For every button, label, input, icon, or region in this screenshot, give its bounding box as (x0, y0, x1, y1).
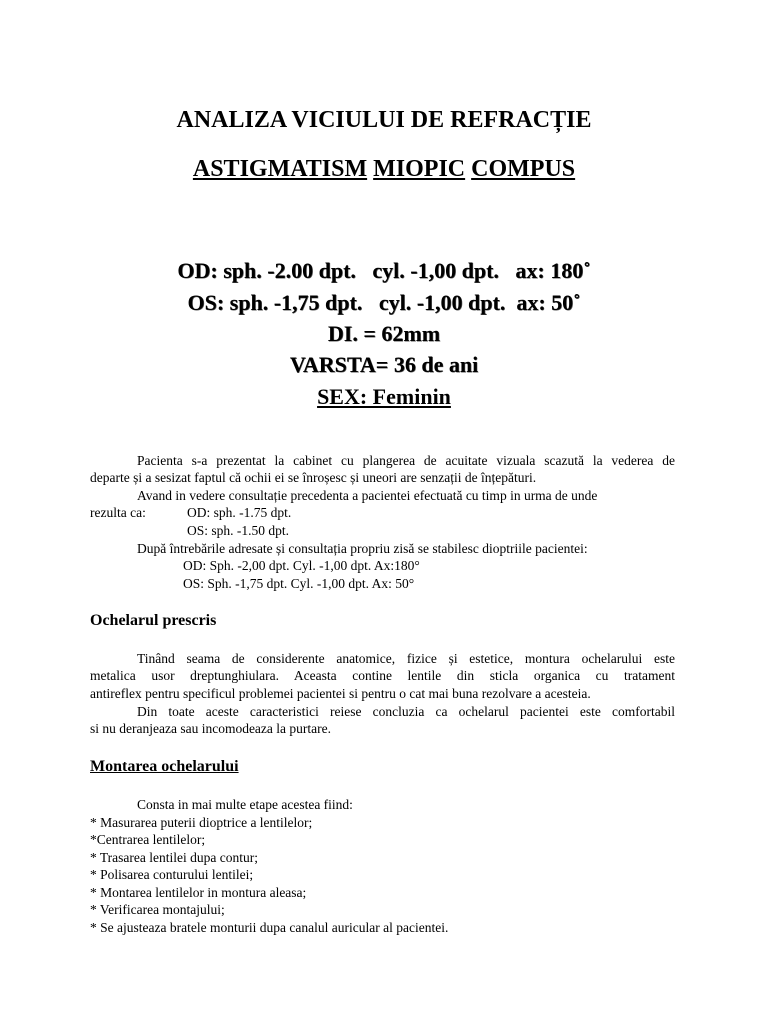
section1-line-2: metalica usor dreptunghiulara. Aceasta contine lentile din sticla organica cu tratament (90, 668, 675, 683)
intro-paragraph-3: După întrebările adresate și consultația propriu zisă se stabilesc dioptriile pacientei: (137, 541, 588, 556)
section2-intro: Consta in mai multe etape acestea fiind: (137, 797, 353, 812)
section1-line-3: antireflex pentru specificul problemei pacientei si pentru o cat mai buna rezolvare a acesteia. (90, 686, 591, 701)
section-heading-mounting: Montarea ochelarului (90, 758, 239, 775)
intro-paragraph-1-line-1: Pacienta s-a prezentat la cabinet cu plangerea de acuitate vizuala scazută la vederea de (137, 453, 675, 468)
previous-od: OD: sph. -1.75 dpt. (187, 505, 292, 520)
section1-line-5: si nu deranjeaza sau incomodeaza la purtare. (90, 721, 332, 736)
prescription-os: OS: sph. -1,75 dpt. cyl. -1,00 dpt. ax: 50˚ (187, 290, 581, 315)
section1-line-4: Din toate aceste caracteristici reiese concluzia ca ochelarul pacientei este comfortabil (137, 704, 675, 719)
list-item: * Se ajusteaza bratele monturii dupa canalul auricular al pacientei. (90, 920, 449, 935)
intro-paragraph-2-label: rezulta ca: (90, 505, 146, 520)
patient-age: VARSTA= 36 de ani (289, 352, 479, 377)
section-heading-prescribed-glasses: Ochelarul prescris (90, 612, 217, 629)
list-item: * Montarea lentilelor in montura aleasa; (90, 885, 307, 900)
list-item: * Trasarea lentilei dupa contur; (90, 850, 258, 865)
previous-os: OS: sph. -1.50 dpt. (187, 523, 290, 538)
list-item: *Centrarea lentilelor; (90, 832, 206, 847)
list-item: * Verificarea montajului; (90, 902, 225, 917)
new-os: OS: Sph. -1,75 dpt. Cyl. -1,00 dpt. Ax: 50° (183, 576, 415, 591)
section1-line-1: Tinând seama de considerente anatomice, fizice și estetice, montura ochelarului este (137, 651, 675, 666)
patient-sex: SEX: Feminin (317, 384, 451, 409)
new-od: OD: Sph. -2,00 dpt. Cyl. -1,00 dpt. Ax:180° (183, 558, 420, 573)
intro-paragraph-2-line-1: Avand in vedere consultație precedenta a pacientei efectuată cu timp in urma de unde (137, 488, 598, 503)
prescription-od: OD: sph. -2.00 dpt. cyl. -1,00 dpt. ax: 180˚ (177, 258, 591, 283)
pupillary-distance: DI. = 62mm (327, 321, 441, 346)
list-item: * Polisarea conturului lentilei; (90, 867, 254, 882)
list-item: * Masurarea puterii dioptrice a lentilelor; (90, 815, 313, 830)
intro-paragraph-1-line-2: departe și a sesizat faptul că ochii ei se înroșesc și uneori are senzații de înțepături. (90, 470, 537, 485)
subtitle-word-1: ASTIGMATISM (192, 156, 368, 182)
subtitle-word-2: MIOPIC (373, 156, 466, 182)
document-subtitle (0, 156, 768, 183)
document-title: ANALIZA VICIULUI DE REFRACȚIE (176, 107, 592, 133)
subtitle-word-3: COMPUS (471, 156, 576, 182)
